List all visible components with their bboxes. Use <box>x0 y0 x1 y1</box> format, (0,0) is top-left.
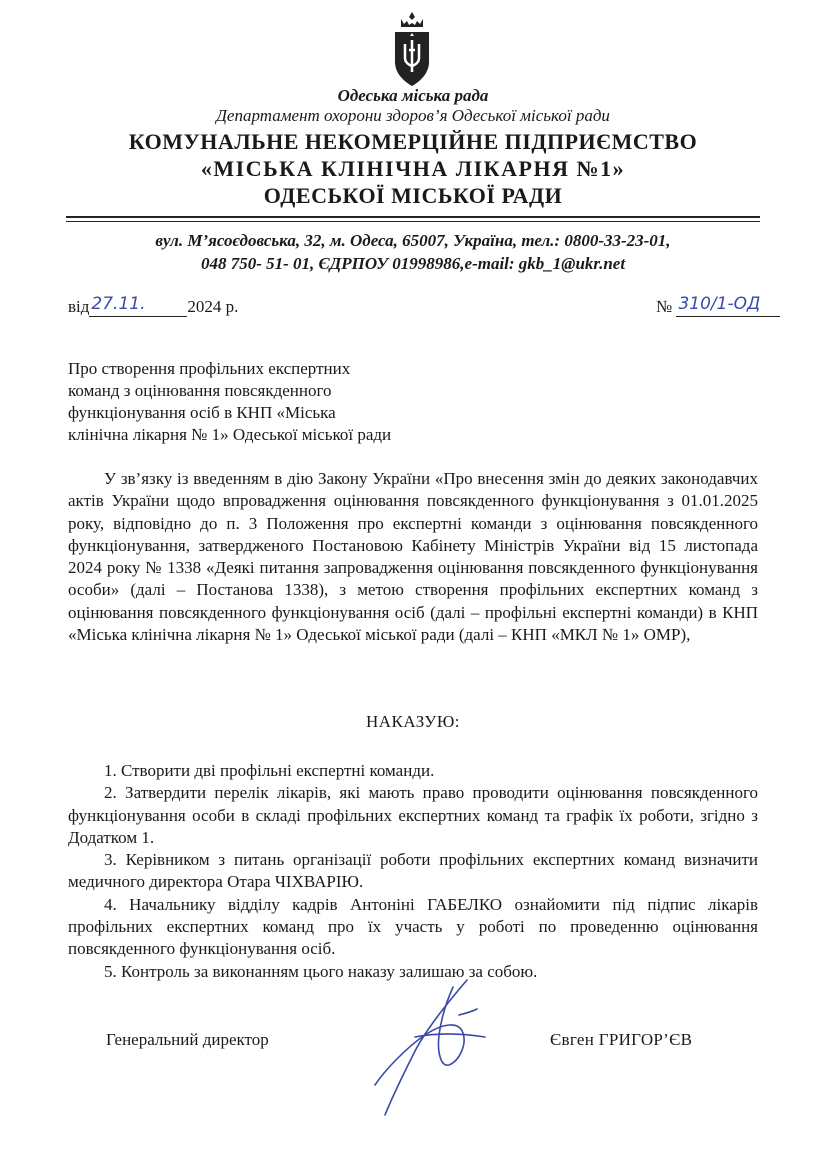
order-item: 2. Затвердити перелік лікарів, які мають право проводити оцінювання повсякденного функціонування особи в складі профільних експертних команд та графік їх роботи, згідно з Додатком 1. <box>68 783 758 847</box>
signatory-name: Євген ГРИГОР’ЄВ <box>550 1030 693 1049</box>
order-item: 1. Створити дві профільні експертні команди. <box>104 761 435 780</box>
preamble-paragraph: У зв’язку із введенням в дію Закону України «Про внесення змін до деяких законодавчих актів України щодо впровадження оцінювання повсякденного функціонування з 01.01.2025 року, відповідно до п. 3 Положення про експертні команди з оцінювання повсякденного функціонування, затвердженого Постановою Кабінету Міністрів України від 15 листопада 2024 року № 1338 «Деякі питання запровадження оцінювання повсякденного функціонування особи» (далі – Постанова 1338), з метою створення профільних експертних команд з оцінювання повсякденного функціонування осіб (далі – профільні експертні команди) в КНП «Міська клінічна лікарня № 1» Одеської міської ради (далі – КНП «МКЛ № 1» ОМР), <box>68 469 758 645</box>
signatory-position: Генеральний директор <box>106 1030 269 1049</box>
number-prefix: № <box>656 297 673 316</box>
date-handwritten: 27.11. <box>91 294 146 314</box>
address-line2: 048 750- 51- 01, ЄДРПОУ 01998986,e-mail: gkb_1@ukr.net <box>200 254 626 273</box>
number-field <box>676 294 780 317</box>
institution-name-line3: ОДЕСЬКОЇ МІСЬКОЇ РАДИ <box>263 183 563 208</box>
department-name: Департамент охорони здоров’я Одеської міської ради <box>216 106 610 125</box>
address-line1: вул. М’ясоєдовська, 32, м. Одеса, 65007, Україна, тел.: 0800-33-23-01, <box>155 231 671 250</box>
order-heading: НАКАЗУЮ: <box>365 712 461 731</box>
date-suffix: 2024 р. <box>187 297 239 316</box>
number-handwritten: 310/1-ОД <box>678 294 761 314</box>
document-date <box>68 294 239 317</box>
subject-line: команд з оцінювання повсякденного <box>68 381 332 400</box>
date-field <box>89 294 187 317</box>
order-item: 5. Контроль за виконанням цього наказу залишаю за собою. <box>104 961 538 981</box>
header-divider <box>66 216 760 218</box>
trident-coat-of-arms-icon <box>387 10 437 88</box>
institution-name-line1: КОМУНАЛЬНЕ НЕКОМЕРЦІЙНЕ ПІДПРИЄМСТВО <box>128 129 698 154</box>
document-number <box>656 294 780 317</box>
date-prefix: від <box>68 297 90 316</box>
order-item: 4. Начальнику відділу кадрів Антоніні ГАБЕЛКО ознайомити під підпис лікарів профільних експертних команд про їх участь у роботі по проведенню оцінювання повсякденного функціонування осіб. <box>68 894 758 959</box>
subject-line: функціонування осіб в КНП «Міська <box>68 403 336 422</box>
document-subject <box>68 358 448 446</box>
institution-name-line2: «МІСЬКА КЛІНІЧНА ЛІКАРНЯ №1» <box>200 156 626 181</box>
subject-line: клінічна лікарня № 1» Одеської міської ради <box>68 425 392 444</box>
order-items <box>68 760 758 983</box>
header-divider-thin <box>66 221 760 222</box>
order-item: 3. Керівником з питань організації роботи профільних експертних команд визначити медичного директора Отара ЧІХВАРІЮ. <box>68 850 758 892</box>
handwritten-signature-icon <box>355 975 525 1125</box>
subject-line: Про створення профільних експертних <box>68 359 351 378</box>
org-name: Одеська міська рада <box>337 86 489 105</box>
